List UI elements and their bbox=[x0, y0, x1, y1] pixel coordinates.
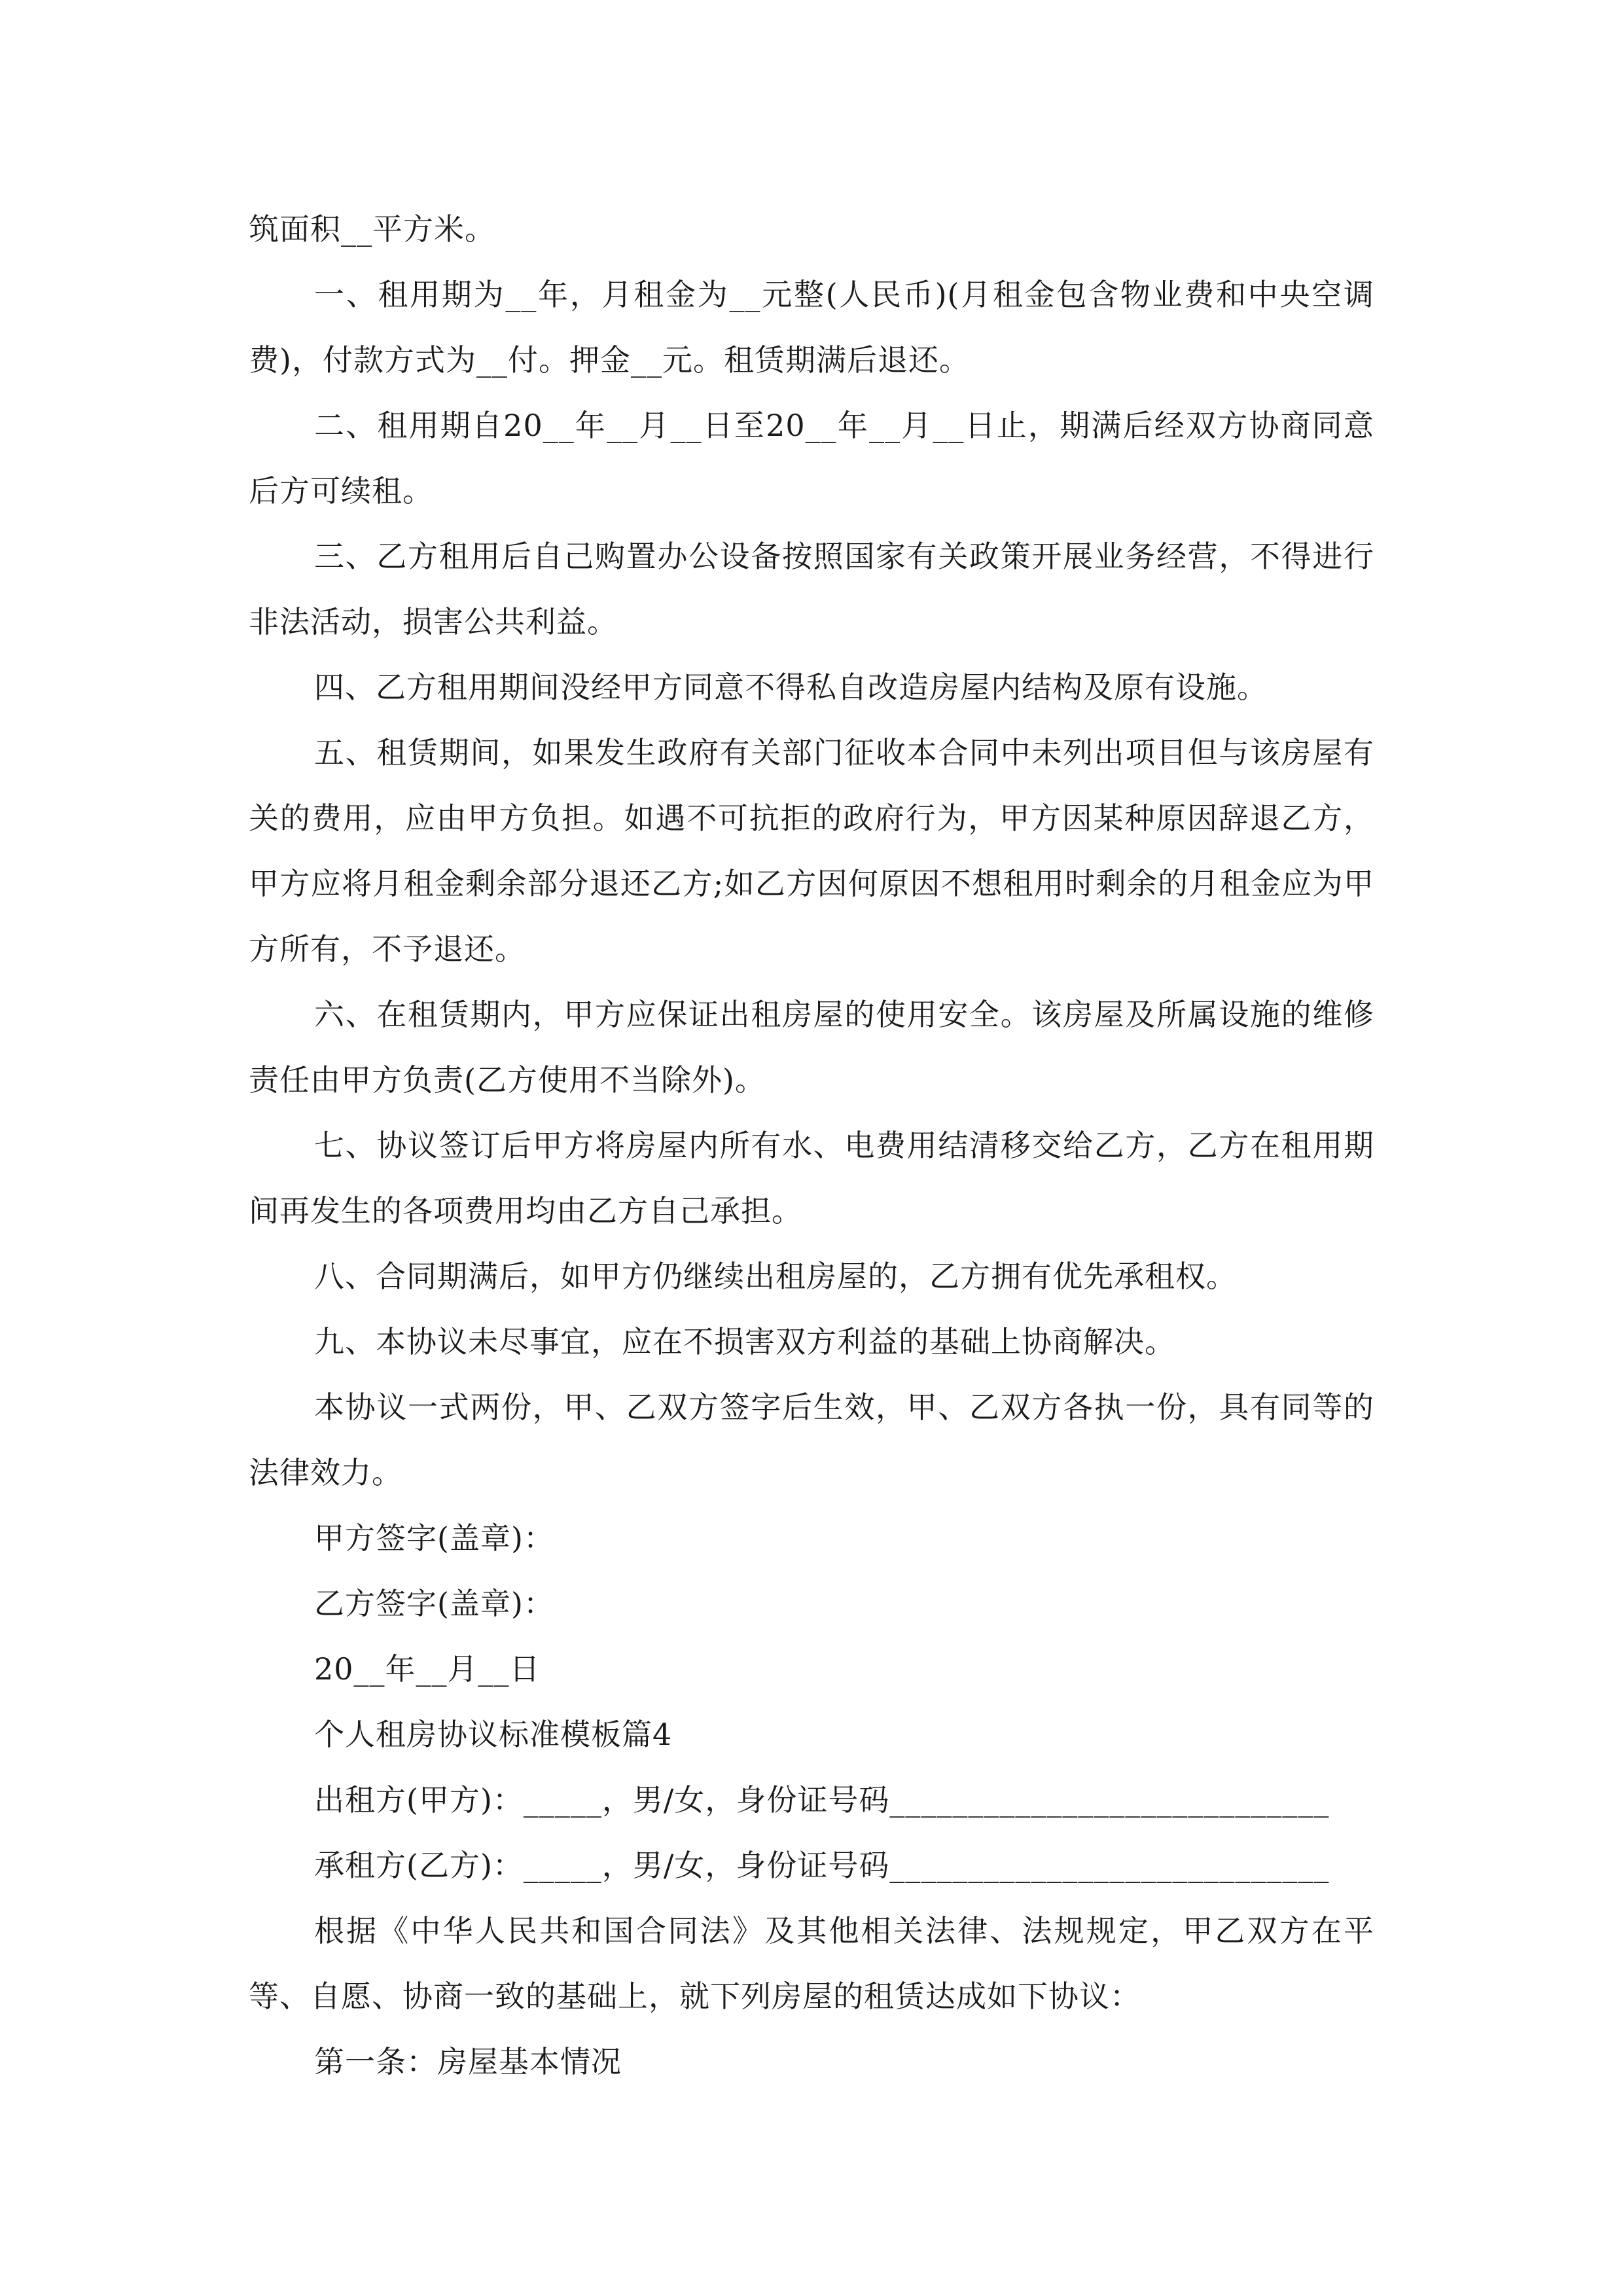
section-title-template-4: 个人租房协议标准模板篇4 bbox=[314, 1717, 673, 1752]
date-line: 20__年__月__日 bbox=[314, 1651, 541, 1687]
clause-7-utilities: 七、协议签订后甲方将房屋内所有水、电费用结清移交给乙方，乙方在租用期间再发生的各项费用均由乙方自己承担。 bbox=[249, 1128, 1374, 1229]
party-a-signature-line: 甲方签字(盖章)： bbox=[314, 1520, 554, 1556]
party-b-signature-line: 乙方签字(盖章)： bbox=[314, 1586, 554, 1621]
clause-3-business-use: 三、乙方租用后自己购置办公设备按照国家有关政策开展业务经营，不得进行非法活动，损害公共利益。 bbox=[249, 539, 1374, 639]
legal-basis-paragraph: 根据《中华人民共和国合同法》及其他相关法律、法规规定，甲乙双方在平等、自愿、协商一致的基础上，就下列房屋的租赁达成如下协议： bbox=[249, 1913, 1374, 2014]
lessee-info-line: 承租方(乙方)：_____，男/女，身份证号码____________________________ bbox=[314, 1848, 1330, 1883]
clause-1-rent-term: 一、租用期为__年，月租金为__元整(人民币)(月租金包含物业费和中央空调费)，付款方式为__付。押金__元。租赁期满后退还。 bbox=[249, 277, 1374, 378]
article-1-heading: 第一条：房屋基本情况 bbox=[314, 2044, 622, 2079]
clause-4-no-modification: 四、乙方租用期间没经甲方同意不得私自改造房屋内结构及原有设施。 bbox=[314, 670, 1268, 705]
clause-5-fees: 五、租赁期间，如果发生政府有关部门征收本合同中未列出项目但与该房屋有关的费用，应由甲方负担。如遇不可抗拒的政府行为，甲方因某种原因辞退乙方，甲方应将月租金剩余部分退还乙方;如乙方因何原因不想租用时剩余的月租金应为甲方所有，不予退还。 bbox=[249, 735, 1374, 967]
clause-8-priority-lease: 八、合同期满后，如甲方仍继续出租房屋的，乙方拥有优先承租权。 bbox=[314, 1259, 1237, 1294]
clause-2-rent-period: 二、租用期自20__年__月__日至20__年__月__日止，期满后经双方协商同意后方可续租。 bbox=[249, 408, 1374, 509]
paragraph-area-continuation: 筑面积__平方米。 bbox=[249, 211, 495, 247]
copies-statement: 本协议一式两份，甲、乙双方签字后生效，甲、乙双方各执一份，具有同等的法律效力。 bbox=[249, 1390, 1374, 1490]
clause-6-safety: 六、在租赁期内，甲方应保证出租房屋的使用安全。该房屋及所属设施的维修责任由甲方负责(乙方使用不当除外)。 bbox=[249, 997, 1374, 1098]
document-body bbox=[249, 196, 1374, 2094]
lessor-info-line: 出租方(甲方)：_____，男/女，身份证号码____________________________ bbox=[314, 1782, 1330, 1818]
clause-9-unresolved-matters: 九、本协议未尽事宜，应在不损害双方利益的基础上协商解决。 bbox=[314, 1324, 1175, 1359]
